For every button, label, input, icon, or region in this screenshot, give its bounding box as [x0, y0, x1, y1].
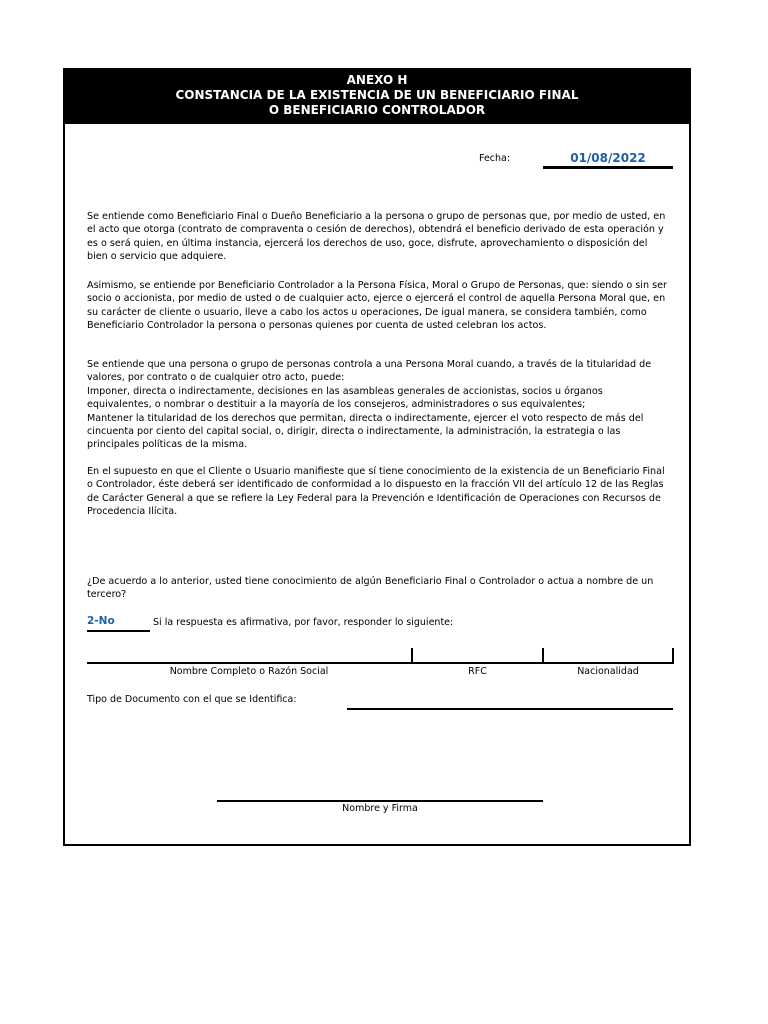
firma-line[interactable] — [217, 800, 543, 802]
paragraph-beneficiario-controlador: Asimismo, se entiende por Beneficiario Controlador a la Persona Física, Moral o Grupo de Personas, que: siendo o sin ser socio o accionista, por medio de usted o de cualquier acto, ejerce o ejercerá el control de aquella Persona Moral que, en su carácter de cliente o usuario, lleve a cabo los actos u operaciones, De igual manera, se considera también, como Beneficiario Controlador la persona o personas quienes por cuenta de usted celebran los actos. — [87, 280, 667, 332]
fecha-label: Fecha: — [479, 153, 511, 164]
answer-instruction: Si la respuesta es afirmativa, por favor, responder lo siguiente: — [153, 617, 454, 628]
answer-underline — [87, 630, 150, 632]
tipo-documento-label: Tipo de Documento con el que se Identifica: — [87, 694, 297, 705]
field-divider-1 — [411, 648, 413, 664]
paragraph-control-mantener: Mantener la titularidad de los derechos que permitan, directa o indirectamente, ejercer el voto respecto de más del cincuenta por ciento del capital social, o, dirigir, directa o indirectamente, la administración, la estrategia o las principales políticas de la misma. — [87, 412, 644, 451]
field-divider-2 — [542, 648, 544, 664]
fecha-underline — [543, 166, 673, 169]
form-title-line-2: O BENEFICIARIO CONTROLADOR — [268, 103, 486, 117]
tipo-documento-line[interactable] — [347, 708, 673, 710]
question-text: ¿De acuerdo a lo anterior, usted tiene conocimiento de algún Beneficiario Final o Controlador o actua a nombre de un tercero? — [87, 576, 654, 601]
identity-fields-line — [87, 662, 673, 664]
answer-value[interactable]: 2-No — [87, 615, 115, 627]
field-divider-3 — [672, 648, 674, 664]
paragraph-beneficiario-final: Se entiende como Beneficiario Final o Dueño Beneficiario a la persona o grupo de personas que, por medio de usted, en el acto que otorga (contrato de compraventa o cesión de derechos), obtendrá el beneficio derivado de esta operación y es o será quien, en última instancia, ejercerá los derechos de uso, goce, disfrute, aprovechamiento o disposición del bien o servicio que adquiere. — [87, 211, 666, 263]
fecha-value[interactable]: 01/08/2022 — [570, 151, 646, 165]
paragraph-control-intro: Se entiende que una persona o grupo de personas controla a una Persona Moral cuando, a través de la titularidad de valores, por contrato o de cualquier otro acto, puede: — [87, 359, 652, 384]
form-title-line-1: CONSTANCIA DE LA EXISTENCIA DE UN BENEFICIARIO FINAL — [175, 88, 579, 102]
rfc-label: RFC — [468, 666, 487, 677]
nombre-label: Nombre Completo o Razón Social — [169, 666, 329, 677]
paragraph-control-definition — [87, 358, 669, 452]
paragraph-control-imponer: Imponer, directa o indirectamente, decisiones en las asambleas generales de accionistas, socios u órganos equivalentes, o nombrar o destituir a la mayoría de los consejeros, administradores o sus equivalentes; — [87, 385, 603, 411]
form-frame — [63, 68, 691, 846]
nacionalidad-label: Nacionalidad — [577, 666, 639, 677]
form-header — [65, 70, 689, 124]
paragraph-supuesto: En el supuesto en que el Cliente o Usuario manifieste que sí tiene conocimiento de la existencia de un Beneficiario Final o Controlador, éste deberá ser identificado de conformidad a lo dispuesto en la fracción VII del artículo 12 de las Reglas de Carácter General a que se refiere la Ley Federal para la Prevención e Identificación de Operaciones con Recursos de Procedencia Ilícita. — [87, 466, 665, 518]
annex-title: ANEXO H — [346, 73, 408, 87]
firma-label: Nombre y Firma — [342, 803, 418, 814]
